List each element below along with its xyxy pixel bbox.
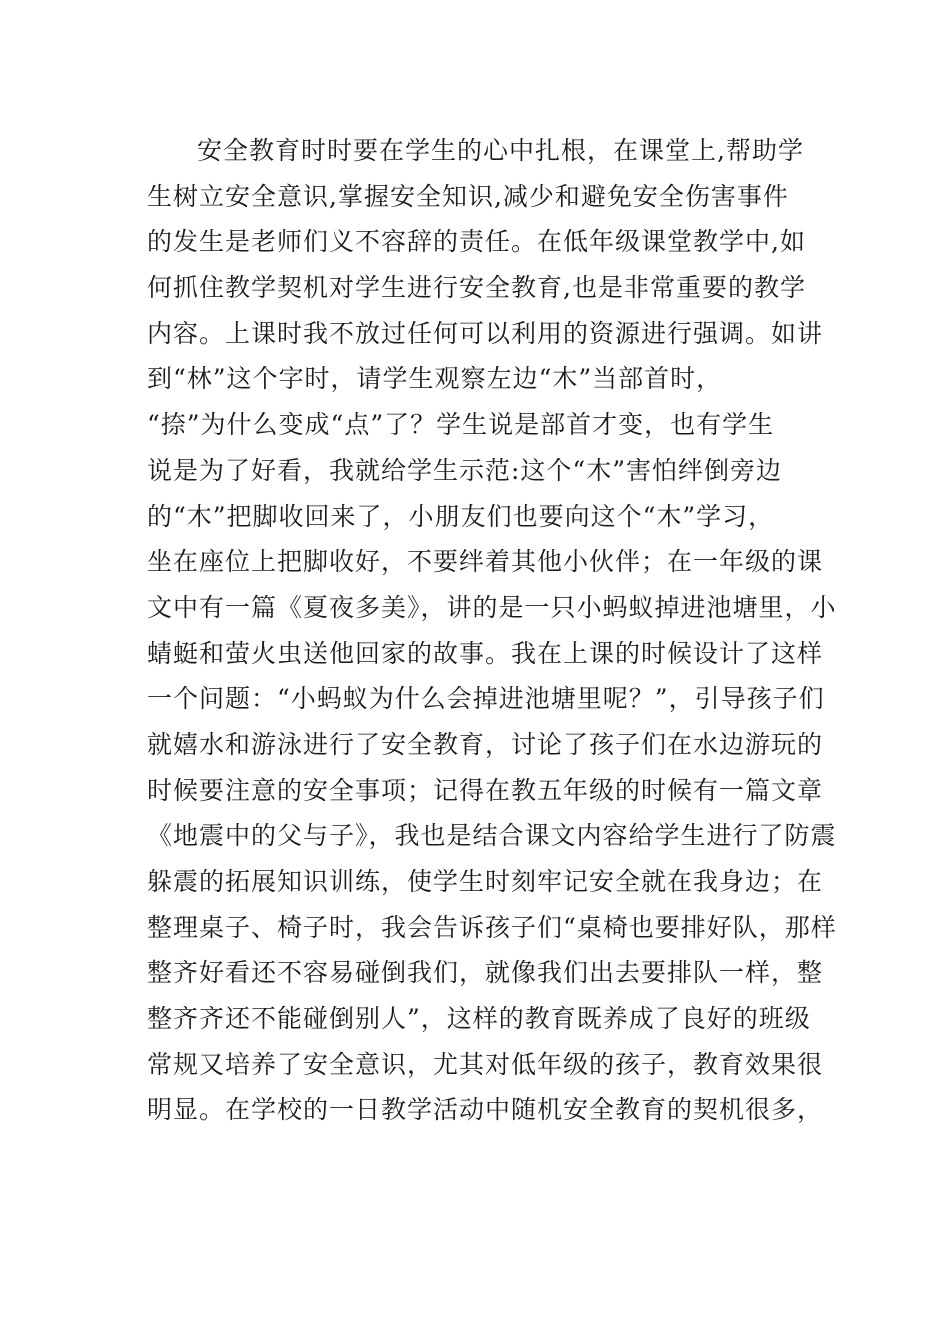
paragraph-line-4: 何抓住教学契机对学生进行安全教育,也是非常重要的教学 xyxy=(147,273,806,303)
paragraph-line-13: 一个问题：“小蚂蚁为什么会掉进池塘里呢？”，引导孩子们 xyxy=(147,684,825,714)
paragraph-line-18: 整理桌子、椅子时，我会告诉孩子们“桌椅也要排好队，那样 xyxy=(147,912,837,942)
paragraph-line-16: 《地震中的父与子》，我也是结合课文内容给学生进行了防震 xyxy=(147,821,837,851)
paragraph-line-17: 躲震的拓展知识训练，使学生时刻牢记安全就在我身边；在 xyxy=(147,867,824,896)
paragraph-line-3: 的发生是老师们义不容辞的责任。在低年级课堂教学中,如 xyxy=(147,227,806,257)
paragraph-line-9: 的“木”把脚收回来了，小朋友们也要向这个“木”学习， xyxy=(147,501,775,531)
paragraph-line-11: 文中有一篇《夏夜多美》，讲的是一只小蚂蚁掉进池塘里，小 xyxy=(147,592,837,622)
body-paragraph xyxy=(147,128,837,1133)
paragraph-line-21: 常规又培养了安全意识，尤其对低年级的孩子，教育效果很 xyxy=(147,1049,824,1079)
paragraph-line-14: 就嬉水和游泳进行了安全教育，讨论了孩子们在水边游玩的 xyxy=(147,729,824,759)
paragraph-line-22: 明显。在学校的一日教学活动中随机安全教育的契机很多， xyxy=(147,1095,824,1125)
paragraph-line-10: 坐在座位上把脚收好，不要绊着其他小伙伴；在一年级的课 xyxy=(147,547,824,577)
paragraph-line-7: “捺”为什么变成“点”了？学生说是部首才变，也有学生 xyxy=(147,410,775,440)
paragraph-line-5: 内容。上课时我不放过任何可以利用的资源进行强调。如讲 xyxy=(147,318,824,348)
paragraph-line-12: 蜻蜓和萤火虫送他回家的故事。我在上课的时候设计了这样 xyxy=(147,638,824,668)
paragraph-line-8: 说是为了好看，我就给学生示范:这个“木”害怕绊倒旁边 xyxy=(147,455,782,485)
paragraph-line-2: 生树立安全意识,掌握安全知识,减少和避免安全伤害事件 xyxy=(147,181,789,211)
paragraph-line-15: 时候要注意的安全事项；记得在教五年级的时候有一篇文章 xyxy=(147,775,824,805)
paragraph-line-6: 到“林”这个字时，请学生观察左边“木”当部首时， xyxy=(147,364,723,394)
paragraph-line-1: 安全教育时时要在学生的心中扎根，在课堂上,帮助学 xyxy=(197,136,804,165)
paragraph-line-19: 整齐好看还不容易碰倒我们，就像我们出去要排队一样，整 xyxy=(147,958,824,988)
paragraph-line-20: 整齐齐还不能碰倒别人”，这样的教育既养成了良好的班级 xyxy=(147,1004,811,1034)
